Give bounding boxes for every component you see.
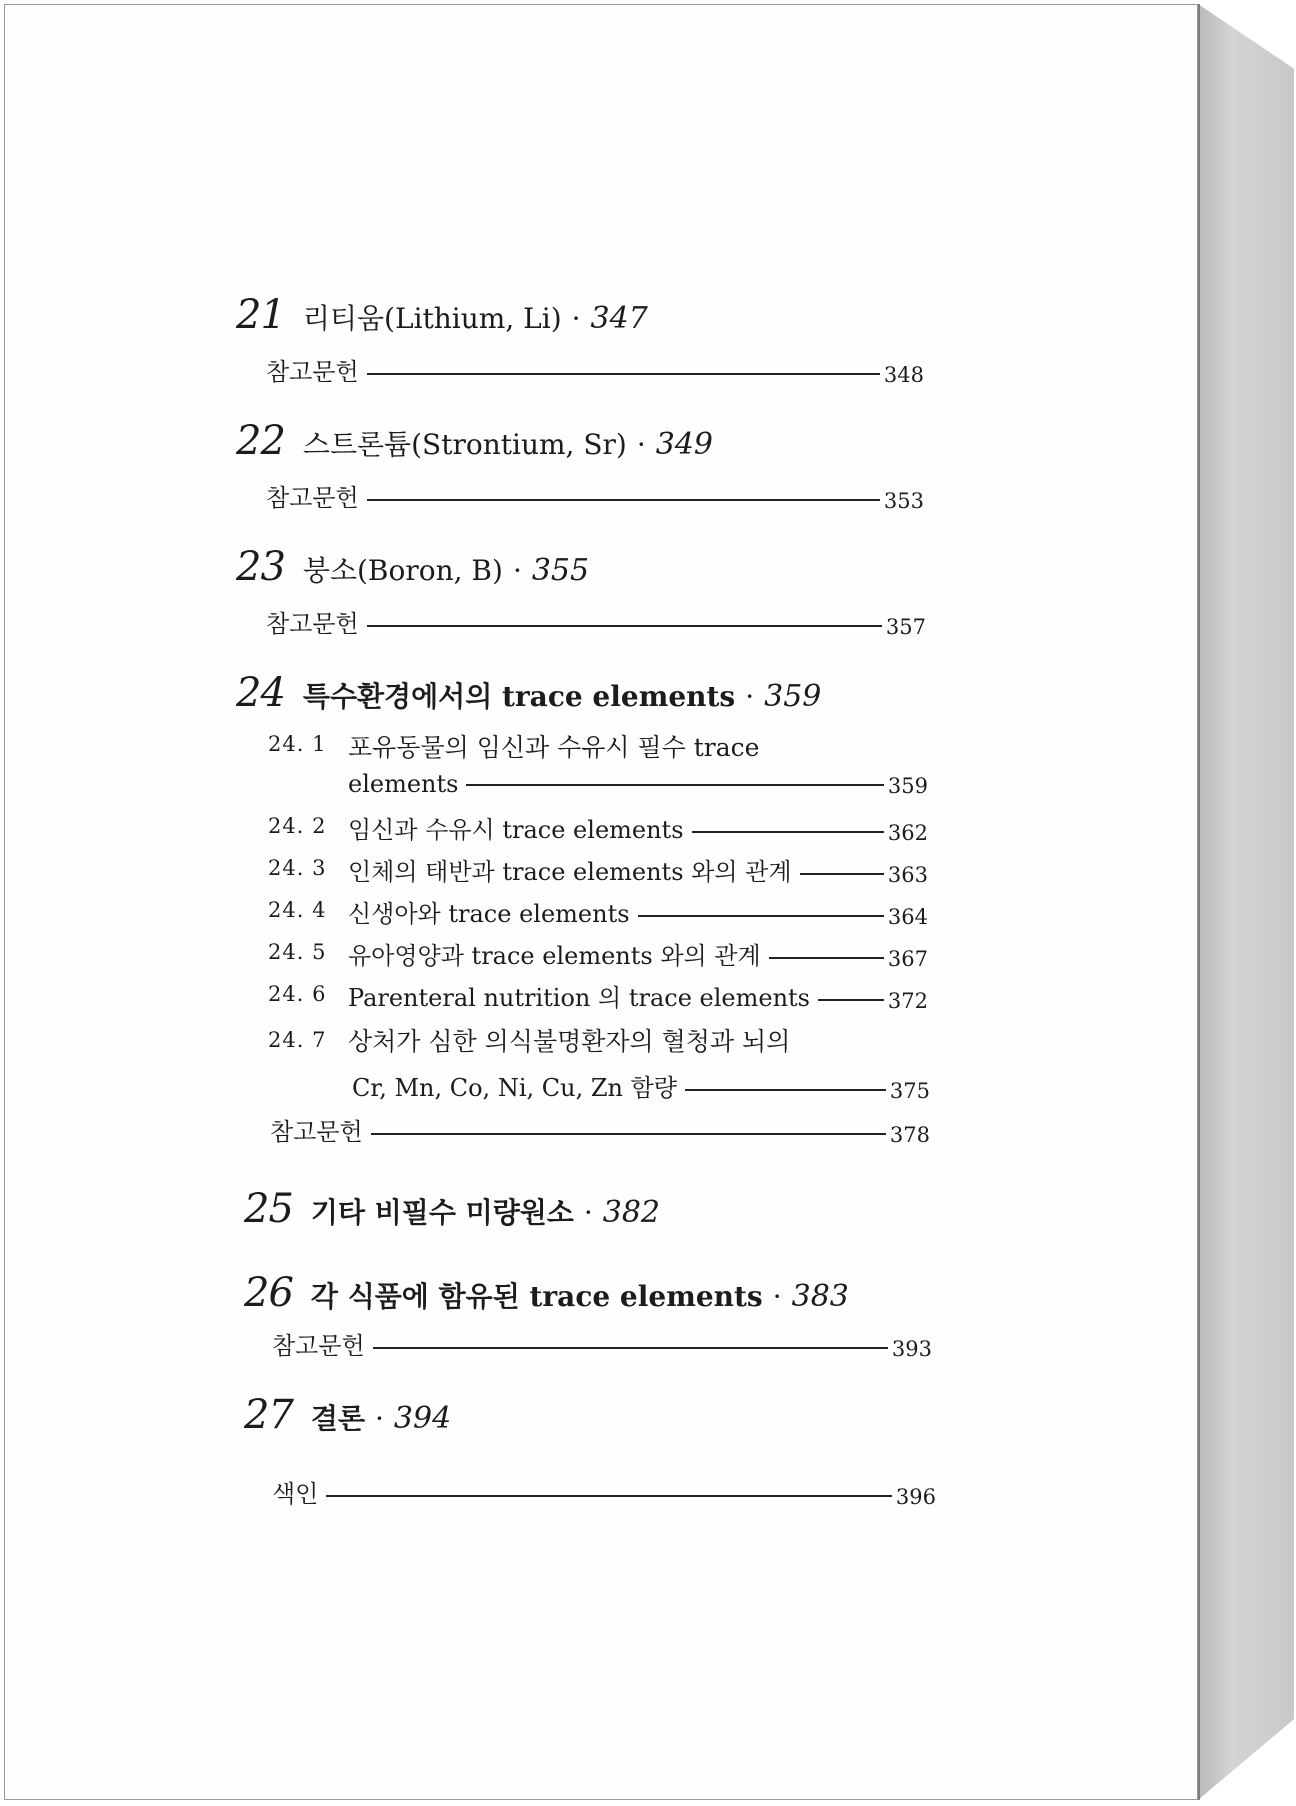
section-24-1-title[interactable]: 포유동물의 임신과 수유시 필수 trace [348,733,760,762]
chapter-page: 347 [590,301,648,336]
chapter-title: 기타 비필수 미량원소 [310,1196,574,1229]
section-page: 367 [887,947,928,971]
dot-leader [638,915,884,917]
section-page: 372 [887,989,928,1013]
chapter-title: 결론 [310,1402,366,1435]
section-page: 363 [887,863,928,887]
dot-leader [466,784,883,786]
section-page: 362 [887,821,928,845]
chapter-separator: · [512,554,522,587]
references-label: 참고문헌 [272,1332,365,1360]
chapter-number: 22 [236,418,285,464]
chapter-title: 붕소(Boron, B) [302,554,503,587]
section-24-7-row[interactable] [352,1068,930,1103]
references-page: 378 [889,1123,930,1147]
dot-leader [371,1133,886,1135]
chapter-page: 355 [531,553,590,588]
chapter-27-heading [244,1392,451,1452]
chapter-page: 382 [602,1195,661,1230]
chapter-23-heading [236,544,589,604]
section-24-6-number: 24. 6 [268,982,327,1006]
chapter-21-heading [236,292,648,352]
section-24-1-number: 24. 1 [268,732,327,756]
references-label: 참고문헌 [270,1118,363,1146]
section-title: 인체의 태반과 trace elements 와의 관계 [348,858,792,886]
section-title: 유아영양과 trace elements 와의 관계 [348,942,761,970]
chapter-25-heading [244,1186,660,1246]
section-24-7-number: 24. 7 [268,1028,327,1052]
chapter-separator: · [571,302,581,335]
dot-leader [692,831,884,833]
section-title: Parenteral nutrition 의 trace elements [348,984,810,1012]
chapter-page: 394 [393,1401,452,1436]
page-spine-line [1198,4,1200,1800]
chapter-page: 349 [655,427,713,462]
references-page: 393 [891,1337,932,1361]
chapter-title: 각 식품에 함유된 trace elements [310,1280,763,1313]
section-24-1-row[interactable] [348,770,928,798]
index-label: 색인 [272,1480,319,1508]
section-24-4-number: 24. 4 [268,898,327,922]
section-title-continued: Cr, Mn, Co, Ni, Cu, Zn 함량 [352,1074,677,1102]
dot-leader [326,1495,892,1497]
chapter-number: 21 [236,292,285,338]
section-title-continued: elements [348,770,459,798]
chapter-separator: · [772,1280,782,1313]
dot-leader [373,1347,888,1349]
chapter-26-references[interactable] [272,1326,932,1361]
chapter-number: 23 [236,544,285,590]
section-24-3-number: 24. 3 [268,856,327,880]
chapter-page: 383 [791,1279,849,1314]
chapter-24-heading [236,670,821,730]
references-page: 348 [883,363,924,387]
chapter-number: 27 [244,1392,293,1438]
chapter-title: 특수환경에서의 trace elements [302,680,736,713]
dot-leader [769,957,884,959]
section-24-5-row[interactable] [348,936,928,971]
dot-leader [367,625,882,627]
section-24-6-row[interactable] [348,978,928,1013]
chapter-separator: · [583,1196,593,1229]
section-24-5-number: 24. 5 [268,940,327,964]
chapter-separator: · [375,1402,384,1435]
section-24-4-row[interactable] [348,894,928,929]
dot-leader [367,499,880,501]
chapter-26-heading [244,1270,849,1330]
index-page: 396 [895,1485,936,1509]
section-title: 임신과 수유시 trace elements [348,816,684,844]
chapter-number: 25 [244,1186,293,1232]
chapter-22-references[interactable] [266,478,924,513]
section-page: 359 [887,774,928,798]
chapter-number: 24 [236,670,285,716]
chapter-number: 26 [244,1270,293,1316]
section-page: 364 [887,905,928,929]
chapter-22-heading [236,418,713,478]
section-title: 신생아와 trace elements [348,900,630,928]
dot-leader [685,1089,886,1091]
references-label: 참고문헌 [266,358,359,386]
references-page: 357 [885,615,926,639]
references-page: 353 [883,489,924,513]
chapter-21-references[interactable] [266,352,924,387]
section-24-7-title[interactable]: 상처가 심한 의식불명환자의 혈청과 뇌의 [348,1027,791,1056]
dot-leader [800,873,884,875]
chapter-title: 리티움(Lithium, Li) [302,302,562,335]
references-label: 참고문헌 [266,610,359,638]
chapter-23-references[interactable] [266,604,926,639]
book-side-edge [1198,4,1294,1800]
section-24-3-row[interactable] [348,852,928,887]
section-page: 375 [889,1079,930,1103]
chapter-title: 스트론튬(Strontium, Sr) [302,428,627,461]
index-row[interactable] [272,1474,936,1509]
chapter-24-references[interactable] [270,1112,930,1147]
section-24-2-row[interactable] [348,810,928,845]
references-label: 참고문헌 [266,484,359,512]
section-24-2-number: 24. 2 [268,814,327,838]
dot-leader [818,999,884,1001]
chapter-separator: · [745,680,755,713]
chapter-page: 359 [764,679,822,714]
chapter-separator: · [636,428,646,461]
dot-leader [367,373,880,375]
